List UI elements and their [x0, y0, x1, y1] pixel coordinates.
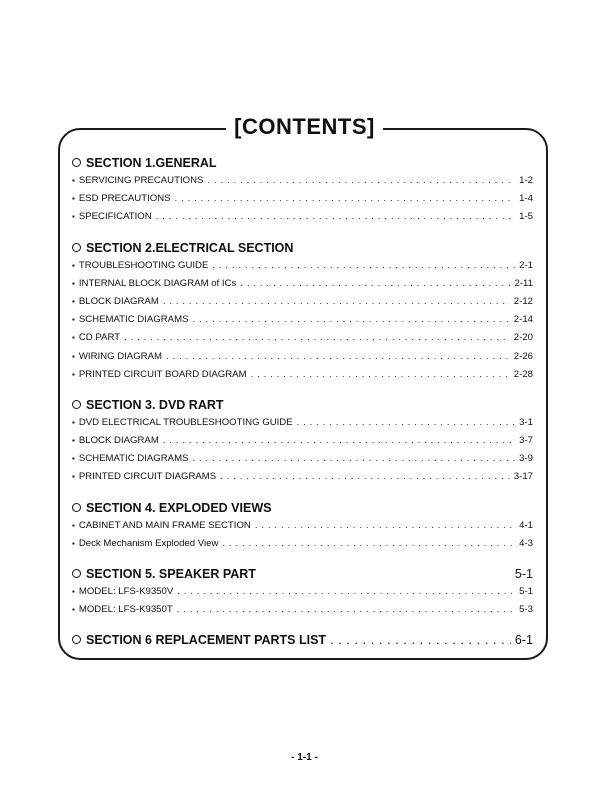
square-bullet-icon: ▪ [72, 176, 75, 185]
toc-entry[interactable] [72, 296, 533, 314]
section-heading-page: 6-1 [514, 633, 533, 648]
toc-entry-label: SCHEMATIC DIAGRAMS [78, 453, 189, 465]
toc-entry[interactable] [72, 278, 533, 296]
toc-entry-label: WIRING DIAGRAM [78, 350, 162, 362]
toc-entry-label: MODEL: LFS-K9350V [78, 586, 174, 597]
toc-entry-page: 2-11 [514, 277, 533, 289]
square-bullet-icon: ▪ [72, 417, 75, 427]
square-bullet-icon: ▪ [72, 538, 75, 548]
toc-entry-label: SERVICING PRECAUTIONS [78, 175, 204, 186]
toc-entry[interactable] [72, 193, 533, 211]
toc-entry[interactable] [72, 369, 533, 387]
toc-entry-page: 1-5 [519, 211, 533, 223]
page-title: [CONTENTS] [226, 112, 383, 142]
toc-entry[interactable] [72, 211, 533, 229]
toc-entry-page: 3-9 [519, 453, 533, 465]
section-heading[interactable]: SECTION 4. EXPLODED VIEWS [72, 501, 533, 517]
toc-section-3 [72, 398, 533, 490]
toc-entry[interactable] [72, 435, 533, 453]
toc-entry-label: SPECIFICATION [78, 211, 152, 223]
toc-entry-label: SCHEMATIC DIAGRAMS [78, 314, 189, 326]
toc-entry-label: TROUBLESHOOTING GUIDE [78, 259, 209, 271]
square-bullet-icon: ▪ [72, 605, 75, 615]
square-bullet-icon: ▪ [72, 296, 75, 306]
square-bullet-icon: ▪ [72, 315, 75, 325]
section-heading[interactable]: SECTION 6 REPLACEMENT PARTS LIST . . . 6-1 [72, 633, 533, 649]
toc-entry-page: 4-1 [519, 519, 533, 531]
toc-section-1 [72, 156, 533, 230]
toc-entry-page: 2-14 [513, 314, 533, 326]
section-heading[interactable]: SECTION 1.GENERAL [72, 156, 533, 172]
toc-entry-page: 5-3 [519, 604, 533, 616]
toc-entry-page: 3-7 [519, 435, 533, 447]
toc-section-5 [72, 567, 533, 622]
square-bullet-icon: ▪ [72, 472, 75, 482]
toc-entry-page: 1-2 [519, 175, 533, 186]
section-heading[interactable]: SECTION 5. SPEAKER PART 5-1 [72, 567, 533, 583]
square-bullet-icon: ▪ [72, 333, 75, 343]
toc-section-2 [72, 241, 533, 387]
toc-entry[interactable] [72, 471, 533, 489]
section-heading[interactable]: SECTION 3. DVD RART [72, 398, 533, 414]
toc-entry-label: BLOCK DIAGRAM [78, 435, 159, 447]
circle-bullet-icon [72, 158, 81, 167]
toc-entry-page: 3-1 [519, 416, 533, 428]
square-bullet-icon: ▪ [72, 260, 75, 270]
title-wrap [0, 112, 609, 142]
toc-entry-label: PRINTED CIRCUIT BOARD DIAGRAM [78, 368, 247, 380]
toc-entry[interactable] [72, 586, 533, 604]
square-bullet-icon: ▪ [72, 278, 75, 288]
toc-entry[interactable] [72, 175, 533, 193]
square-bullet-icon: ▪ [72, 454, 75, 464]
square-bullet-icon: ▪ [72, 369, 75, 379]
toc-entry[interactable] [72, 604, 533, 622]
toc-entry[interactable] [72, 520, 533, 538]
square-bullet-icon: ▪ [72, 587, 75, 596]
circle-bullet-icon [72, 569, 81, 578]
toc-entry-page: 2-1 [519, 259, 533, 271]
toc-entry-page: 3-17 [513, 471, 533, 483]
toc-entry-label: CD PART [78, 332, 121, 344]
circle-bullet-icon [72, 635, 81, 644]
toc-entry-page: 2-28 [513, 368, 533, 380]
toc-entry-page: 2-12 [513, 295, 533, 307]
section-heading-page: 5-1 [514, 567, 533, 581]
toc-entry[interactable] [72, 314, 533, 332]
toc-entry[interactable] [72, 538, 533, 556]
toc-entry[interactable] [72, 260, 533, 278]
toc-entry-label: BLOCK DIAGRAM [78, 295, 159, 307]
toc-entry-label: INTERNAL BLOCK DIAGRAM of ICs [78, 277, 237, 289]
circle-bullet-icon [72, 400, 81, 409]
toc-entry-label: Deck Mechanism Exploded View [78, 537, 219, 549]
toc-entry-page: 1-4 [519, 193, 533, 205]
toc-entry[interactable] [72, 453, 533, 471]
toc-entry-page: 5-1 [519, 586, 533, 597]
toc-entry[interactable] [72, 351, 533, 369]
toc [72, 156, 533, 660]
toc-entry-label: PRINTED CIRCUIT DIAGRAMS [78, 471, 217, 483]
toc-entry-page: 2-26 [513, 350, 533, 362]
square-bullet-icon: ▪ [72, 520, 75, 530]
toc-entry-label: ESD PRECAUTIONS [78, 193, 171, 205]
circle-bullet-icon [72, 503, 81, 512]
toc-entry-label: CABINET AND MAIN FRAME SECTION [78, 519, 251, 531]
square-bullet-icon: ▪ [72, 351, 75, 361]
toc-entry-label: DVD ELECTRICAL TROUBLESHOOTING GUIDE [78, 416, 293, 428]
toc-entry-page: 4-3 [519, 537, 533, 549]
circle-bullet-icon [72, 243, 81, 252]
toc-section-4 [72, 501, 533, 556]
section-heading[interactable]: SECTION 2.ELECTRICAL SECTION [72, 241, 533, 257]
square-bullet-icon: ▪ [72, 194, 75, 204]
toc-entry[interactable] [72, 332, 533, 350]
square-bullet-icon: ▪ [72, 436, 75, 446]
toc-entry[interactable] [72, 417, 533, 435]
toc-entry-label: MODEL: LFS-K9350T [78, 604, 173, 616]
toc-entry-page: 2-20 [513, 332, 533, 344]
square-bullet-icon: ▪ [72, 212, 75, 222]
toc-section-6 [72, 633, 533, 649]
page-number: - 1-1 - [291, 752, 318, 763]
